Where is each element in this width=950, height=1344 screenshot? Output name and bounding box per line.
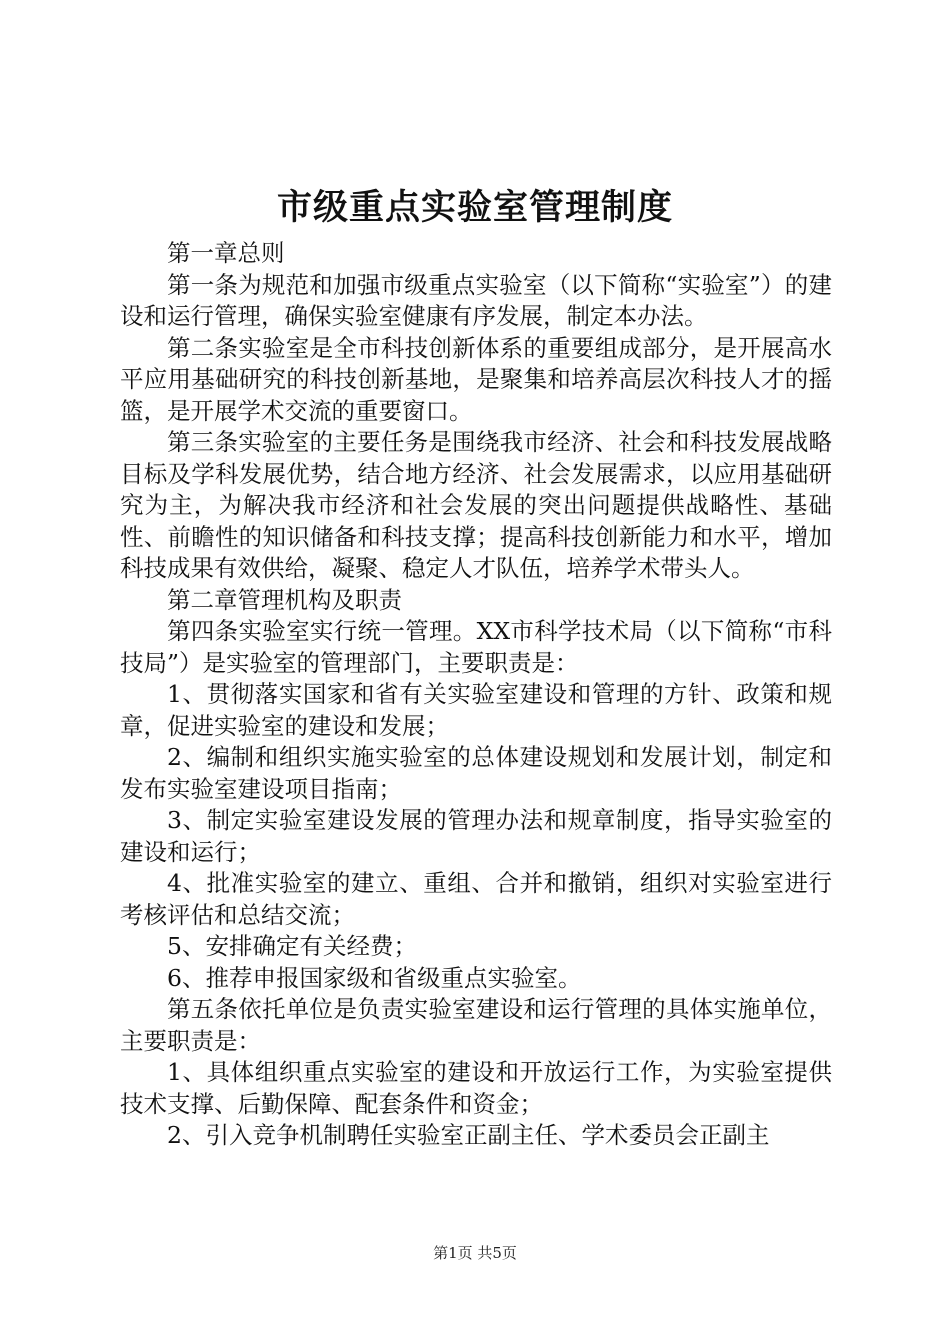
document-body	[120, 238, 832, 1152]
chapter-heading-1: 第一章总则	[167, 239, 285, 267]
list-item: 2、引入竞争机制聘任实验室正副主任、学术委员会正副主	[167, 1121, 770, 1149]
list-item: 1、具体组织重点实验室的建设和开放运行工作，为实验室提供技术支撑、后勤保障、配套条件和资金；	[120, 1058, 832, 1118]
list-item: 4、批准实验室的建立、重组、合并和撤销，组织对实验室进行考核评估和总结交流；	[120, 869, 832, 929]
article-4: 第四条实验室实行统一管理。XX市科学技术局（以下简称“市科技局”）是实验室的管理部门，主要职责是：	[120, 617, 832, 677]
page-footer: 第1页 共5页	[433, 1244, 517, 1262]
article-1: 第一条为规范和加强市级重点实验室（以下简称“实验室”）的建设和运行管理，确保实验室健康有序发展，制定本办法。	[120, 270, 832, 330]
article-3: 第三条实验室的主要任务是围绕我市经济、社会和科技发展战略目标及学科发展优势，结合地方经济、社会发展需求，以应用基础研究为主，为解决我市经济和社会发展的突出问题提供战略性、基础性、前瞻性的知识储备和科技支撑；提高科技创新能力和水平，增加科技成果有效供给，凝聚、稳定人才队伍，培养学术带头人。	[120, 428, 832, 582]
list-item: 1、贯彻落实国家和省有关实验室建设和管理的方针、政策和规章，促进实验室的建设和发展；	[120, 680, 832, 740]
list-item: 6、推荐申报国家级和省级重点实验室。	[167, 963, 582, 992]
list-item: 5、安排确定有关经费；	[167, 932, 417, 960]
list-item: 2、编制和组织实施实验室的总体建设规划和发展计划，制定和发布实验室建设项目指南；	[120, 743, 832, 803]
list-item: 3、制定实验室建设发展的管理办法和规章制度，指导实验室的建设和运行；	[120, 806, 832, 866]
document-title: 市级重点实验室管理制度	[276, 187, 673, 228]
article-5: 第五条依托单位是负责实验室建设和运行管理的具体实施单位，主要职责是：	[120, 995, 832, 1055]
article-2: 第二条实验室是全市科技创新体系的重要组成部分，是开展高水平应用基础研究的科技创新基地，是聚集和培养高层次科技人才的摇篮，是开展学术交流的重要窗口。	[120, 333, 832, 425]
chapter-heading-2: 第二章管理机构及职责	[167, 585, 402, 614]
